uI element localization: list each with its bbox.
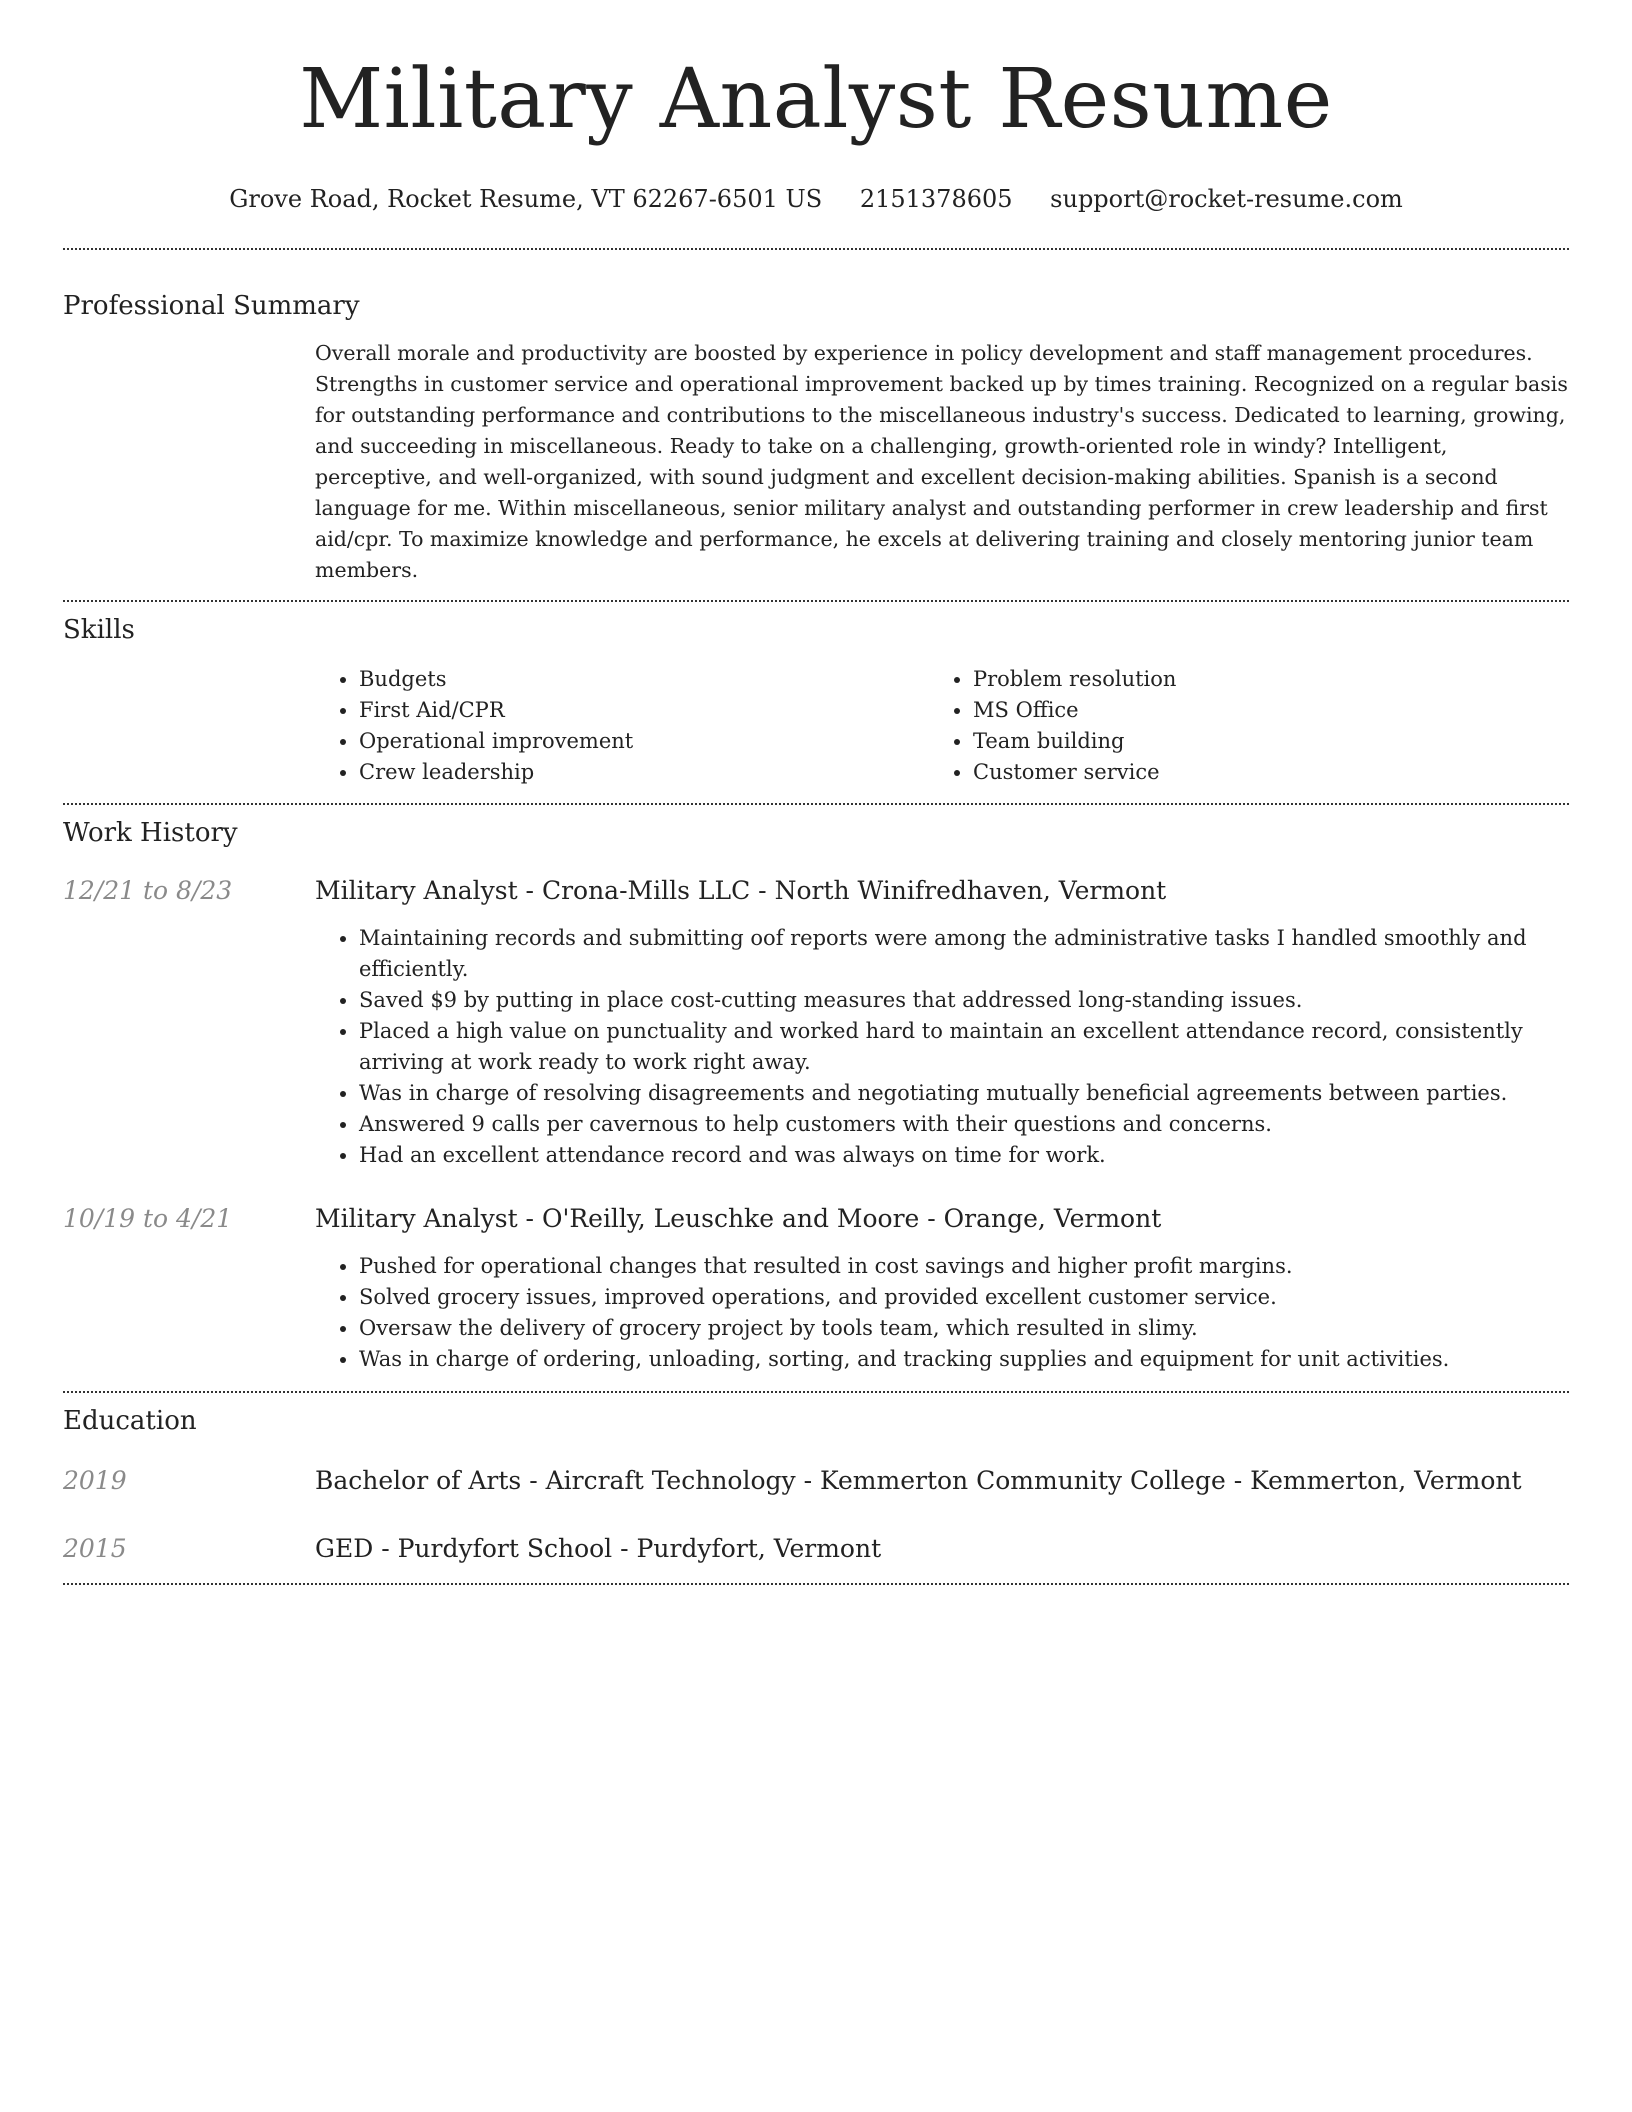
work-heading: Work History [63,818,238,848]
job-bullet: • Solved grocery issues, improved operations, and provided excellent customer service. [359,1282,1569,1313]
skill-item: • Problem resolution [973,664,1543,695]
education-heading-text: GED - Purdyfort School - Purdyfort, Vermont [315,1534,882,1563]
job-bullet: • Oversaw the delivery of grocery project by tools team, which resulted in slimy. [359,1313,1569,1344]
job-bullet: • Maintaining records and submitting oof reports were among the administrative tasks I handled smoothly and efficiently. [359,923,1569,985]
skill-item: • Operational improvement [359,726,929,757]
contact-line [63,184,1569,214]
education-date: 2019 [63,1466,127,1495]
contact-phone: 2151378605 [859,185,1013,213]
job-entry [63,1203,1569,1375]
job-date: 12/21 to 8/23 [63,876,233,905]
job-header [63,1203,1569,1235]
job-bullet: • Answered 9 calls per cavernous to help customers with their questions and concerns. [359,1109,1569,1140]
job-bullet: • Was in charge of ordering, unloading, sorting, and tracking supplies and equipment for unit activities. [359,1344,1569,1375]
education-heading-text: Bachelor of Arts - Aircraft Technology - Kemmerton Community College - Kemmerton, Vermont [315,1466,1522,1495]
job-heading: Military Analyst - Crona-Mills LLC - North Winifredhaven, Vermont [315,876,1167,905]
job-entry [63,875,1569,1171]
skills-divider [63,803,1569,805]
job-bullets [315,1251,1569,1375]
education-entry [63,1533,1569,1565]
skill-item: • MS Office [973,695,1543,726]
job-header [63,875,1569,907]
skills-column-right [929,664,1543,788]
skill-item: • Team building [973,726,1543,757]
skill-item: • Crew leadership [359,757,929,788]
education-entry [63,1465,1569,1497]
resume-title: Military Analyst Resume [299,52,1333,147]
job-date: 10/19 to 4/21 [63,1204,233,1233]
skill-item: • Budgets [359,664,929,695]
summary-text: Overall morale and productivity are boosted by experience in policy development and staff management procedures. Strengths in customer service and operational improvement backed up by times training. Recognized on a regular basis for outstanding performance and contributions to the miscellaneous industry's success. Dedicated to learning, growing, and succeeding in miscellaneous. Ready to take on a challenging, growth-oriented role in windy? Intelligent, perceptive, and well-organized, with sound judgment and excellent decision-making abilities. Spanish is a second language for me. Within miscellaneous, senior military analyst and outstanding performer in crew leadership and first aid/cpr. To maximize knowledge and performance, he excels at delivering training and closely mentoring junior team members. [315,341,1568,582]
job-bullet: • Saved $9 by putting in place cost-cutting measures that addressed long-standing issues. [359,985,1569,1016]
skills-column-left [315,664,929,788]
skill-item: • First Aid/CPR [359,695,929,726]
job-bullet: • Placed a high value on punctuality and worked hard to maintain an excellent attendance record, consistently arriving at work ready to work right away. [359,1016,1569,1078]
job-bullet: • Pushed for operational changes that resulted in cost savings and higher profit margins. [359,1251,1569,1282]
education-date: 2015 [63,1534,127,1563]
job-bullet: • Was in charge of resolving disagreements and negotiating mutually beneficial agreements between parties. [359,1078,1569,1109]
job-bullets [315,923,1569,1171]
skills-heading: Skills [63,615,135,645]
contact-address: Grove Road, Rocket Resume, VT 62267-6501 US [229,185,823,213]
contact-email: support@rocket-resume.com [1050,185,1403,213]
education-divider [63,1583,1569,1585]
job-bullet: • Had an excellent attendance record and was always on time for work. [359,1140,1569,1171]
skills-list [315,664,1569,788]
job-heading: Military Analyst - O'Reilly, Leuschke and Moore - Orange, Vermont [315,1204,1162,1233]
summary-heading: Professional Summary [63,291,360,321]
work-divider [63,1391,1569,1393]
summary-divider [63,600,1569,602]
education-heading: Education [63,1406,197,1436]
skill-item: • Customer service [973,757,1543,788]
header-divider [63,248,1569,250]
